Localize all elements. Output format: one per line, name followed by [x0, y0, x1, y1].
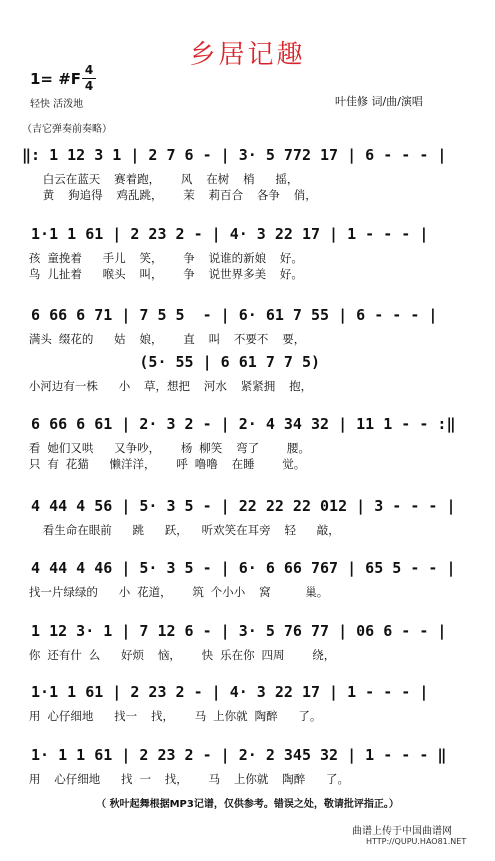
lyric-line: 满头 缀花的 姑 娘， 直 叫 不要不 要， [22, 332, 306, 346]
footnote: （ 秋叶起舞根据MP3记谱，仅供参考。错误之处，敬请批评指正。） [96, 799, 399, 810]
notation-line: 6 66 6 71 | 7 5 5 - | 6· 61 7 55 | 6 - - - | [22, 306, 438, 324]
time-signature [82, 64, 96, 93]
notation-line: 1· 1 1 61 | 2 23 2 - | 2· 2 345 32 | 1 - - - ‖ [22, 746, 447, 764]
notation-line: 1·1 1 61 | 2 23 2 - | 4· 3 22 17 | 1 - - - | [22, 683, 429, 701]
lyric-line: 孩 童挽着 手儿 笑， 争 说谁的新娘 好。 [22, 251, 303, 265]
meter-bottom: 4 [84, 79, 94, 93]
lyric-line: 找一片绿绿的 小 花道， 筑 个小小 窝 巢。 [22, 585, 329, 599]
notation-line: 1·1 1 61 | 2 23 2 - | 4· 3 22 17 | 1 - - - | [22, 225, 429, 243]
notation-line: 4 44 4 46 | 5· 3 5 - | 6· 6 66 767 | 65 5 - - | [22, 559, 456, 577]
lyric-line: 你 还有什 么 好烦 恼， 快 乐在你 四周 绕， [22, 648, 336, 662]
notation-line: (5· 55 | 6 61 7 7 5) [22, 353, 321, 371]
meter-top: 4 [84, 63, 94, 77]
lyric-line: 用 心仔细地 找 一 找， 马 上你就 陶醉 了。 [22, 772, 350, 786]
lyric-line: 看 她们又哄 又争吵， 杨 柳笑 弯了 腰。 [22, 441, 310, 455]
key-signature: 1= #F [30, 70, 82, 88]
site-watermark: 曲谱上传于中国曲谱网 [352, 826, 452, 837]
composer-credit: 叶佳修 词/曲/演唱 [335, 95, 423, 108]
tempo-marking: 轻快 活泼地 [30, 99, 84, 110]
prelude-note: （吉它弹奏前奏略） [22, 124, 112, 135]
page-title: 乡居记趣 [189, 40, 306, 70]
notation-line: 6 66 6 61 | 2· 3 2 - | 2· 4 34 32 | 11 1 - - :‖ [22, 415, 456, 433]
lyric-line: 只 有 花猫 懒洋洋， 呼 噜噜 在睡 觉。 [22, 457, 306, 471]
notation-line: ‖: 1 12 3 1 | 2 7 6 - | 3· 5 772 17 | 6 - - - | [22, 146, 447, 164]
lyric-line: 鸟 儿扯着 喉头 叫， 争 说世界多美 好。 [22, 267, 303, 281]
lyric-line: 白云在蓝天 赛着跑， 风 在树 梢 摇， [22, 172, 299, 186]
notation-line: 4 44 4 56 | 5· 3 5 - | 22 22 22 012 | 3 - - - | [22, 497, 456, 515]
lyric-line: 看生命在眼前 跳 跃， 听欢笑在耳旁 轻 敲， [22, 523, 340, 537]
lyric-line: 黄 狗追得 鸡乱跳， 茉 莉百合 各争 俏， [22, 188, 317, 202]
site-url-watermark: HTTP://QUPU.HAO81.NET [366, 837, 467, 846]
notation-line: 1 12 3· 1 | 7 12 6 - | 3· 5 76 77 | 06 6 - - | [22, 622, 447, 640]
lyric-line: 用 心仔细地 找一 找， 马 上你就 陶醉 了。 [22, 709, 322, 723]
lyric-line: 小河边有一株 小 草，想把 河水 紧紧拥 抱， [22, 379, 313, 393]
